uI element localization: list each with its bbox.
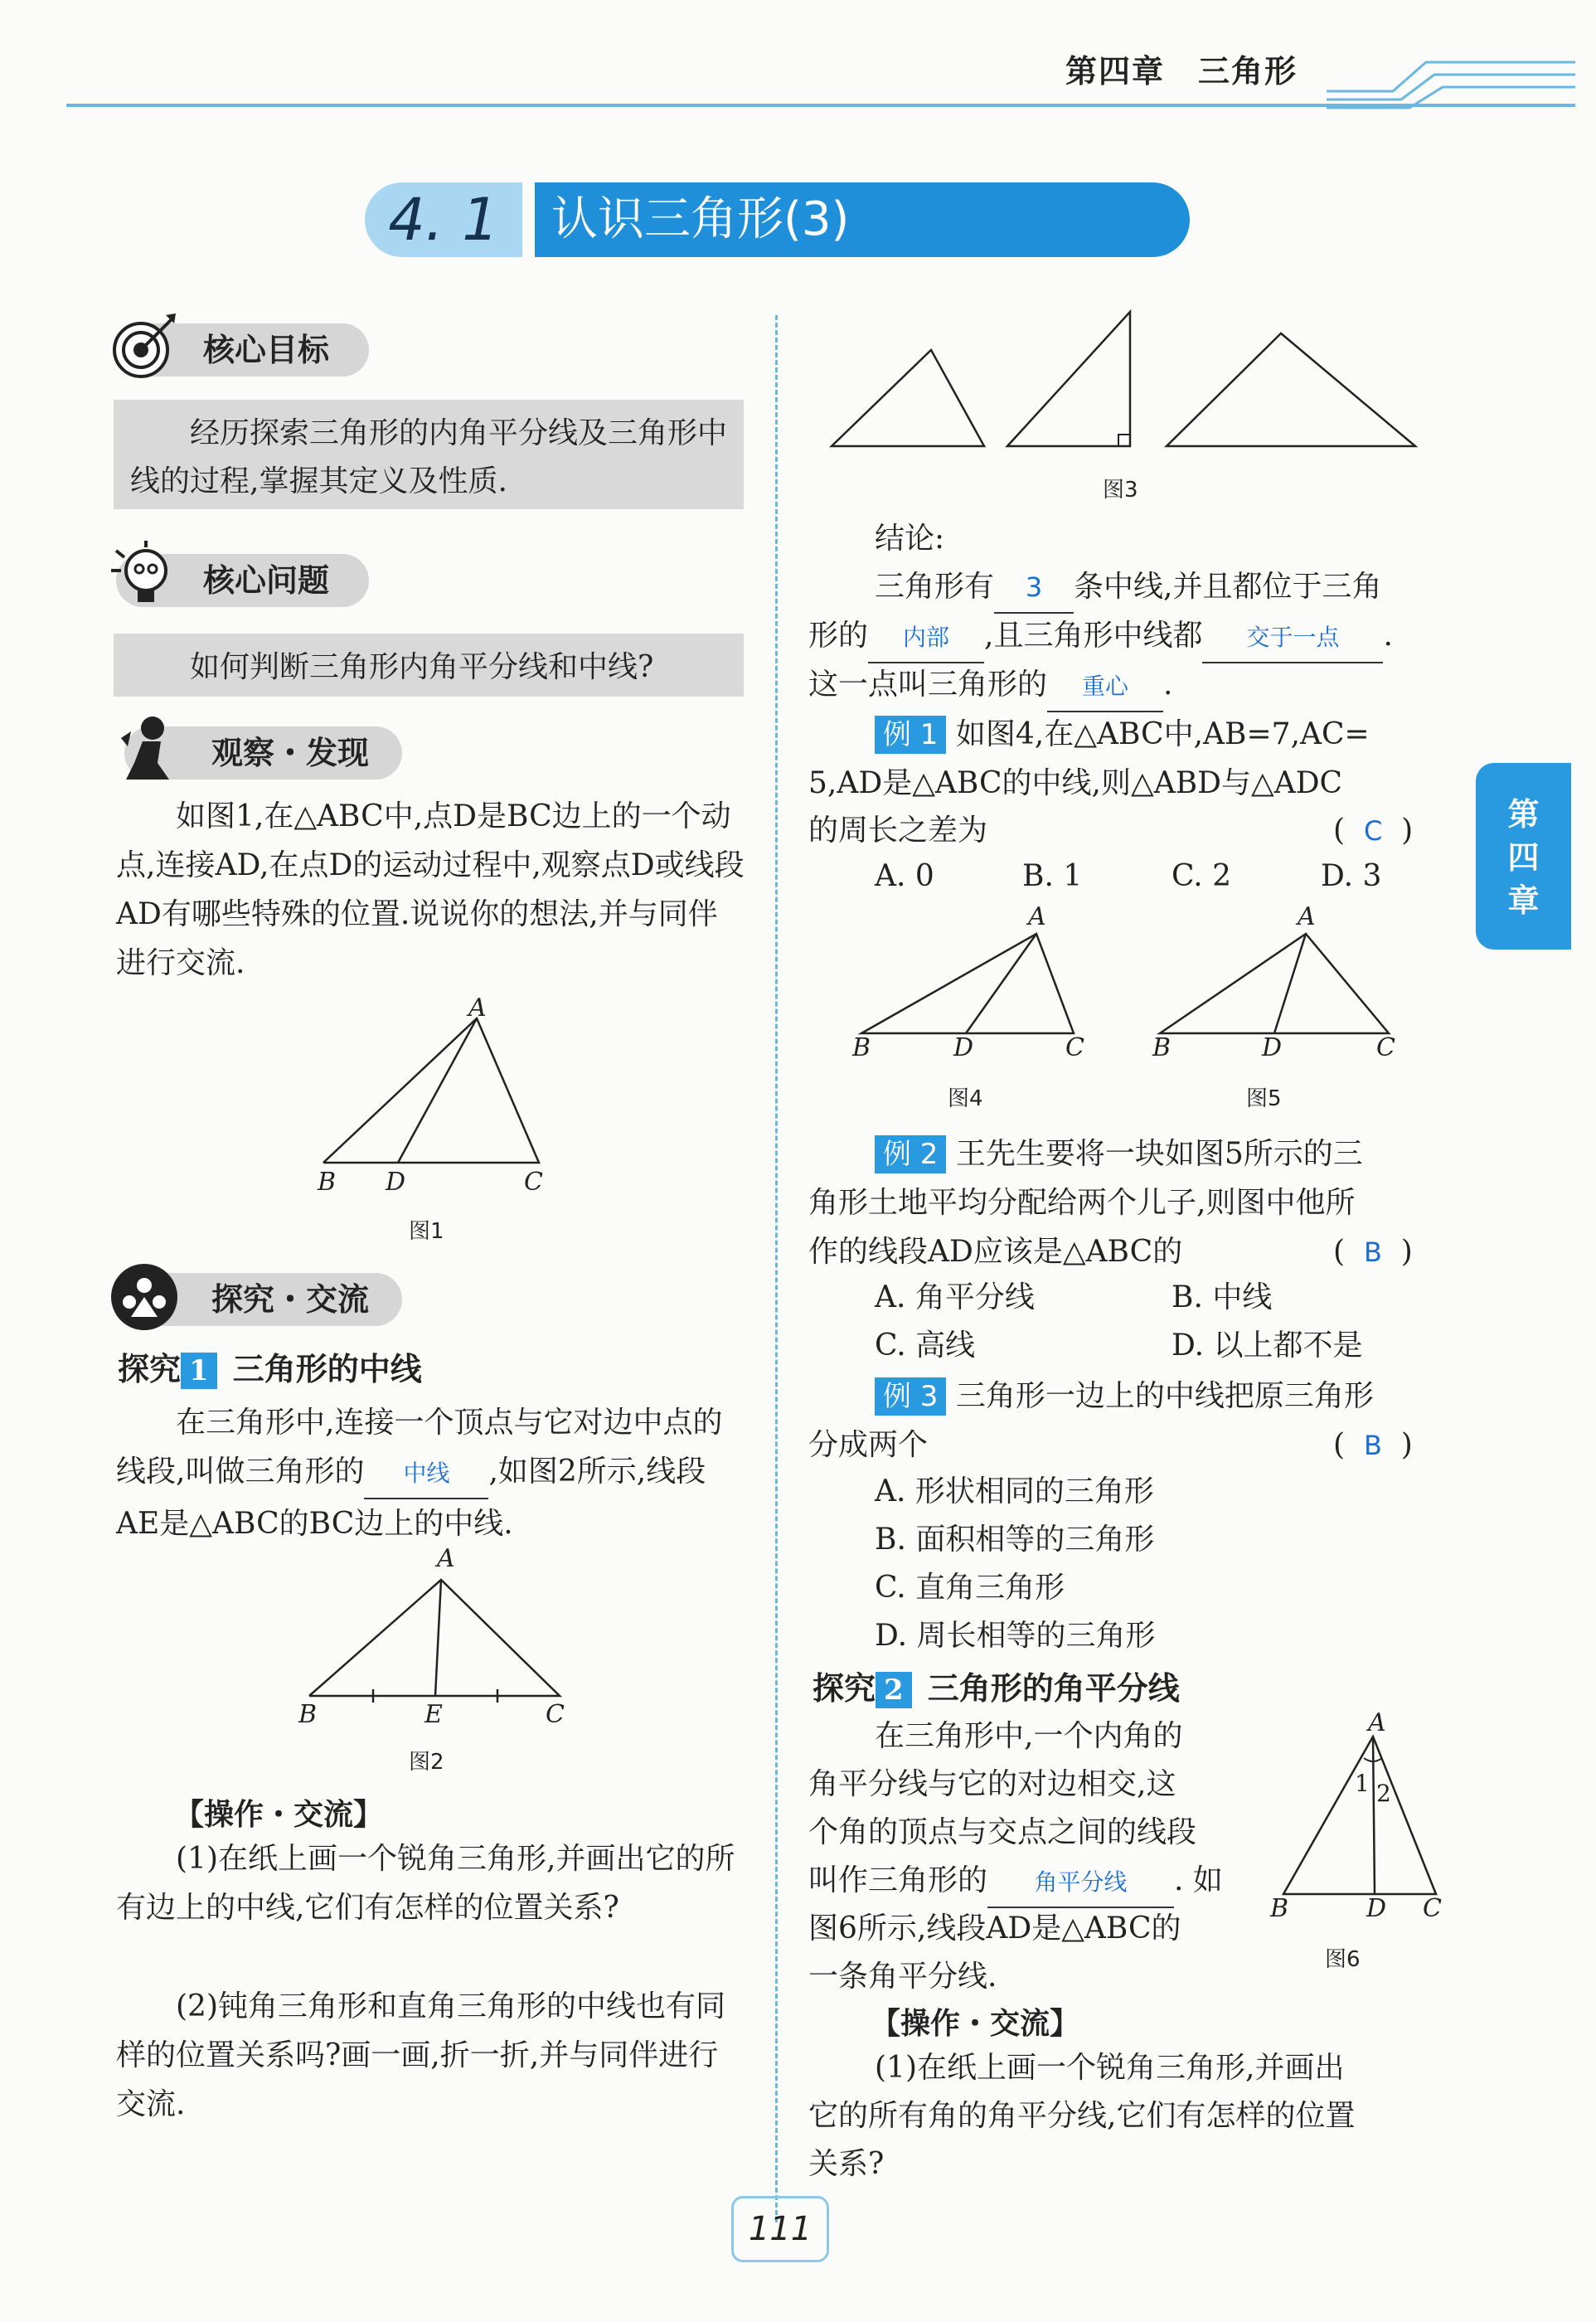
example1-option-c: C. 2	[1172, 859, 1232, 893]
fig5-label-c: C	[1376, 1033, 1395, 1062]
example3-label: 例 3	[875, 1377, 946, 1416]
chapter-side-tab	[1476, 763, 1571, 950]
fig4-label-c: C	[1065, 1033, 1084, 1062]
example2-label: 例 2	[875, 1135, 946, 1173]
fig2-caption: 图2	[409, 1750, 444, 1775]
fig5-label-d: D	[1262, 1033, 1283, 1062]
chapter-side-tab-label: 第四章	[1507, 796, 1540, 919]
fig4-caption: 图4	[948, 1086, 983, 1111]
figure-1	[307, 995, 555, 1202]
example1-line-1	[875, 710, 1370, 759]
thinking-person-icon	[109, 713, 179, 783]
explore1-op2: (2)钝角三角形和直角三角形的中线也有同样的位置关系吗?画一画,折一折,并与同伴进行交流.	[116, 1989, 725, 2121]
example3-text-2: 分成两个	[808, 1428, 929, 1462]
example1-text-1: 如图4,在△ABC中,AB=7,AC=	[955, 717, 1370, 751]
fig1-label-b: B	[318, 1168, 337, 1197]
example3-line-1	[875, 1372, 1374, 1421]
fig6-label-c: C	[1423, 1894, 1442, 1923]
example1-answer-paren: ( C )	[1333, 814, 1414, 848]
fig6-label-d: D	[1366, 1894, 1387, 1923]
example3-answer-paren: ( B )	[1333, 1428, 1413, 1462]
core-question-text: 如何判断三角形内角平分线和中线?	[114, 634, 744, 697]
example1-option-d: D. 3	[1321, 859, 1382, 893]
conclusion-blank-4: 重心	[1047, 662, 1163, 712]
observe-label: 观察・发现	[124, 726, 402, 780]
example3-text-1: 三角形一边上的中线把原三角形	[955, 1379, 1374, 1413]
explore1-tag: 探究	[118, 1351, 182, 1387]
example2-text-2: 角形土地平均分配给两个儿子,则图中他所	[808, 1186, 1356, 1220]
example3-option-d: D. 周长相等的三角形	[875, 1619, 1156, 1653]
figure-4	[850, 921, 1107, 1045]
example3-option-a: A. 形状相同的三角形	[875, 1474, 1154, 1508]
explore2-title: 三角形的角平分线	[927, 1670, 1180, 1707]
conclusion-line-2: 形的 内部 ,且三角形中线都 交于一点 .	[808, 611, 1393, 663]
fig3-caption: 图3	[1103, 478, 1138, 503]
fig1-caption: 图1	[409, 1219, 444, 1244]
conclusion-s4: ,且三角形中线都	[984, 619, 1203, 653]
fig2-label-b: B	[298, 1700, 318, 1729]
observe-text: 如图1,在△ABC中,点D是BC边上的一个动点,连接AD,在点D的运动过程中,观察点D或线段AD有哪些特殊的位置.说说你的想法,并与同伴进行交流.	[116, 799, 745, 980]
fig1-label-d: D	[386, 1168, 406, 1197]
fig1-label-a: A	[468, 993, 487, 1023]
example1-text-3: 的周长之差为	[808, 814, 988, 848]
explore2-text-4b: . 如	[1174, 1863, 1223, 1897]
group-discussion-icon	[109, 1262, 179, 1332]
explore1-text-after: ,如图2所示,线段AE是△ABC的BC边上的中线.	[116, 1455, 706, 1541]
example2-option-b: B. 中线	[1172, 1280, 1273, 1314]
conclusion-heading: 结论:	[875, 522, 945, 556]
figure-5	[1148, 921, 1405, 1045]
explore2-text-1: 在三角形中,一个内角的	[875, 1719, 1183, 1753]
explore1-title: 三角形的中线	[232, 1351, 422, 1387]
fig5-caption: 图5	[1246, 1086, 1282, 1111]
fig2-label-e: E	[424, 1700, 443, 1729]
fig5-label-b: B	[1152, 1033, 1172, 1062]
core-question-label: 核心问题	[116, 554, 369, 607]
explore2-text-4a: 叫作三角形的	[808, 1863, 988, 1897]
conclusion-s5: 这一点叫三角形的	[808, 668, 1048, 702]
explore-exchange-label: 探究・交流	[124, 1273, 402, 1326]
example1-text-2: 5,AD是△ABC的中线,则△ABD与△ADC	[808, 766, 1343, 800]
example2-answer-paren: ( B )	[1333, 1235, 1413, 1269]
core-goal-text: 经历探索三角形的内角平分线及三角形中线的过程,掌握其定义及性质.	[114, 400, 744, 509]
fig2-label-c: C	[546, 1700, 565, 1729]
explore1-number: 1	[181, 1353, 217, 1389]
explore2-tag: 探究	[813, 1670, 876, 1707]
fig6-angle-2: 2	[1376, 1780, 1391, 1807]
conclusion-s3: 形的	[808, 619, 869, 653]
conclusion-line-1	[875, 562, 1381, 614]
figure-6	[1277, 1725, 1459, 1907]
example2-line-1	[875, 1129, 1363, 1178]
explore2-op1-line-3: 关系?	[808, 2147, 885, 2181]
example3-option-c: C. 直角三角形	[875, 1571, 1065, 1605]
fig6-label-a: A	[1368, 1708, 1386, 1737]
figure-2	[294, 1555, 576, 1721]
explore1-answer-blank: 中线	[364, 1449, 488, 1499]
target-icon	[108, 312, 177, 381]
conclusion-blank-1: 3	[994, 563, 1074, 614]
explore1-op1: (1)在纸上画一个锐角三角形,并画出它的所有边上的中线,它们有怎样的位置关系?	[116, 1842, 735, 1925]
example2-option-a: A. 角平分线	[875, 1280, 1035, 1314]
example2-text-1: 王先生要将一块如图5所示的三	[955, 1137, 1363, 1171]
explore1-definition	[116, 1398, 746, 1548]
fig5-label-a: A	[1298, 902, 1316, 931]
example2-answer: B	[1363, 1236, 1382, 1268]
example1-option-a: A. 0	[875, 859, 934, 893]
explore1-op-heading: 【操作・交流】	[174, 1798, 384, 1832]
example2-text-3: 作的线段AD应该是△ABC的	[808, 1235, 1183, 1269]
column-divider	[775, 315, 778, 2222]
fig6-caption: 图6	[1325, 1947, 1361, 1972]
explore2-text-6: 一条角平分线.	[808, 1960, 997, 1994]
lesson-title: 认识三角形(3)	[535, 182, 1190, 257]
fig4-label-d: D	[953, 1033, 974, 1062]
example3-answer: B	[1363, 1430, 1382, 1461]
fig6-angle-1: 1	[1355, 1770, 1370, 1797]
example1-label: 例 1	[875, 716, 946, 754]
conclusion-s2: 条中线,并且都位于三角	[1074, 570, 1382, 604]
conclusion-blank-2: 内部	[868, 613, 984, 663]
fig6-label-b: B	[1270, 1894, 1289, 1923]
explore1-heading	[118, 1343, 422, 1389]
example1-answer: C	[1363, 815, 1383, 847]
conclusion-s1: 三角形有	[875, 570, 995, 604]
explore2-number: 2	[876, 1672, 912, 1708]
fig2-label-a: A	[437, 1544, 455, 1573]
explore1-text-before: 在三角形中,连接一个顶点与它对边中点的线段,叫做三角形的	[116, 1406, 723, 1489]
example2-option-d: D. 以上都不是	[1172, 1329, 1363, 1363]
explore2-text-5: 图6所示,线段AD是△ABC的	[808, 1912, 1181, 1946]
fig1-label-c: C	[524, 1168, 543, 1197]
conclusion-blank-3: 交于一点	[1202, 613, 1383, 663]
lightbulb-icon	[108, 539, 177, 609]
explore2-text-2: 角平分线与它的对边相交,这	[808, 1767, 1176, 1801]
figure-3	[825, 307, 1422, 456]
explore2-answer-blank: 角平分线	[987, 1858, 1174, 1908]
example3-option-b: B. 面积相等的三角形	[875, 1523, 1155, 1557]
fig4-label-a: A	[1028, 902, 1046, 931]
explore2-text-3: 个角的顶点与交点之间的线段	[808, 1815, 1197, 1849]
explore2-op1-line-1: (1)在纸上画一个锐角三角形,并画出	[875, 2051, 1345, 2085]
example1-option-b: B. 1	[1022, 859, 1083, 893]
lesson-number: 4. 1	[365, 182, 522, 257]
conclusion-line-3: 这一点叫三角形的 重心 .	[808, 660, 1172, 712]
fig4-label-b: B	[852, 1033, 871, 1062]
explore2-line-4	[808, 1856, 1223, 1908]
page-number: 111	[731, 2196, 829, 2262]
header-decoration	[1327, 46, 1575, 112]
explore2-op-heading: 【操作・交流】	[871, 2007, 1080, 2041]
explore2-op1-line-2: 它的所有角的角平分线,它们有怎样的位置	[808, 2099, 1356, 2133]
explore2-heading	[813, 1663, 1180, 1708]
example2-option-c: C. 高线	[875, 1329, 976, 1363]
chapter-header: 第四章 三角形	[1065, 52, 1298, 90]
core-goal-label: 核心目标	[116, 323, 369, 376]
